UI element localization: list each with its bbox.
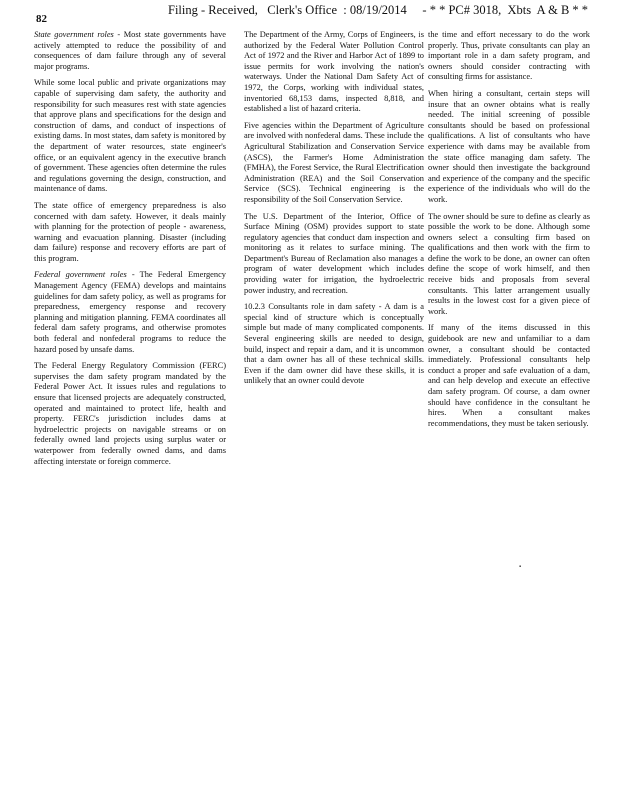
paragraph [244,121,424,206]
paragraph-text: When hiring a consultant, certain steps will insure that an owner obtains what is really needed. The initial screening of possible consultants should be based on professional qualifications. A list of consultants who have experience with dams may be available from the state office managing dam safety. The owner should then investigate the background and experience of the company and the specific experience of the individuals who will do the work. [428,88,590,204]
paragraph [34,78,226,195]
paragraph [244,212,424,297]
paragraph [428,323,590,429]
paragraph [34,201,226,265]
paragraph [244,302,424,387]
filing-header-stamp: Filing - Received, Clerk's Office : 08/19/2014 - * * PC# 3018, Xbts A & B * * [168,3,589,17]
paragraph [34,30,226,72]
paragraph-text: - The Federal Emergency Management Agency (FEMA) develops and maintains guidelines for dam safety policy, as well as programs for preparedness, emergency response and recovery planning and mitigation planning. FEMA coordinates all federal dam safety programs, and otherwise promotes both federal and nonfederal programs to reduce the hazard posed by unsafe dams. [34,270,226,354]
paragraph [428,212,590,318]
scan-speck: ▪ [519,564,522,570]
page-number: 82 [36,13,47,25]
paragraph-text: 10.2.3 Consultants role in dam safety - A dam is a special kind of structure which is conceptually simple but made of many complicated components. Several engineering skills are needed to design, build, inspect and repair a dam, and it is uncommon that a dam owner has all of these technical skills. Even if the dam owner did have these skills, it is unlikely that an owner could devote [244,302,424,386]
paragraph-text: The state office of emergency preparedness is also concerned with dam safety. However, it deals mainly with planning for the protection of people - awareness, warning and evacuation planning. Disaster (including dam failure) response and recovery efforts are part of this program. [34,200,226,263]
paragraph-text: - Most state governments have actively attempted to reduce the possibility of and consequences of dam failure through any of several major programs. [34,30,226,71]
paragraph-lead: State government roles [34,30,114,39]
paragraph-text: The owner should be sure to define as clearly as possible the work to be done. Although some owners select a consulting firm based on qualifications and then work with the firm to define the work to be done, an owner can often define the scope of work himself, and then receive bids and proposals from several consultants. This latter arrangement usually results in the lowest cost for a given piece of work. [428,211,590,316]
paragraph [34,361,226,467]
paragraph [428,89,590,206]
paragraph [34,270,226,355]
paragraph-text: The Federal Energy Regulatory Commission (FERC) supervises the dam safety program mandated by the Federal Power Act. It issues rules and regulations to ensure that licensed projects are adequately constructed, operated and maintained to protect life, health and property. FERC's jurisdiction includes dams at hydroelectric projects on navigable streams or on federally owned land projects using surplus water or waterpower from federally owned dams, and dams affecting interstate or foreign commerce. [34,361,226,466]
text-column-right [428,30,590,435]
text-column-left [34,30,226,473]
text-column-middle [244,30,424,393]
paragraph [244,30,424,115]
paragraph-text: The U.S. Department of the Interior, Office of Surface Mining (OSM) provides support to state regulatory agencies that conduct dam inspection and monitoring as it relates to surface mining. The Department's Bureau of Reclamation also manages a program of water development which includes providing water for irrigation, the hydroelectric power industry, and recreation. [244,211,424,295]
paragraph-text: The Department of the Army, Corps of Engineers, is authorized by the Federal Water Pollution Control Act of 1972 and the River and Harbor Act of 1899 to issue permits for work involving the nation's waterways. Under the National Dam Safety Act of 1972, the Corps, working with individual states, inventoried 68,153 dams, inspected 8,818, and established a list of hazard criteria. [244,30,424,114]
paragraph-text: the time and effort necessary to do the work properly. Thus, private consultants can play an important role in a dam safety program, and owners should consider contracting with consulting firms for assistance. [428,30,590,82]
paragraph-lead: Federal government roles [34,270,127,280]
paragraph-text: Five agencies within the Department of Agriculture are involved with nonfederal dams. These include the Agricultural Stabilization and Conservation Service (ASCS), the Farmer's Home Administration (FMHA), the Forest Service, the Rural Electrification Administration (REA) and the Soil Conservation Service (SCS). Technical engineering is the responsibility of the Soil Conservation Service. [244,120,424,204]
paragraph-text: While some local public and private organizations may capable of supervising dam safety, the authority and responsibility for such measures rest with state agencies that approve plans and specifications for the design and construction of dams, and conduct of inspections of existing dams. In most states, dam safety is monitored by the department of water resources, state engineer's office, or an equivalent agency in the executive branch of government. These agencies often determine the rules and regulations governing the design, construction, and maintenance of dams. [34,78,226,194]
paragraph-text: If many of the items discussed in this guidebook are new and unfamiliar to a dam owner, a consultant should be contacted immediately. Professional consultants help conduct a proper and safe evaluation of a dam, and can help develop and execute an effective dam safety program. Of course, a dam owner should have confidence in the consultant he hires. When a consultant makes recommendations, they must be taken seriously. [428,323,590,428]
paragraph [428,30,590,83]
